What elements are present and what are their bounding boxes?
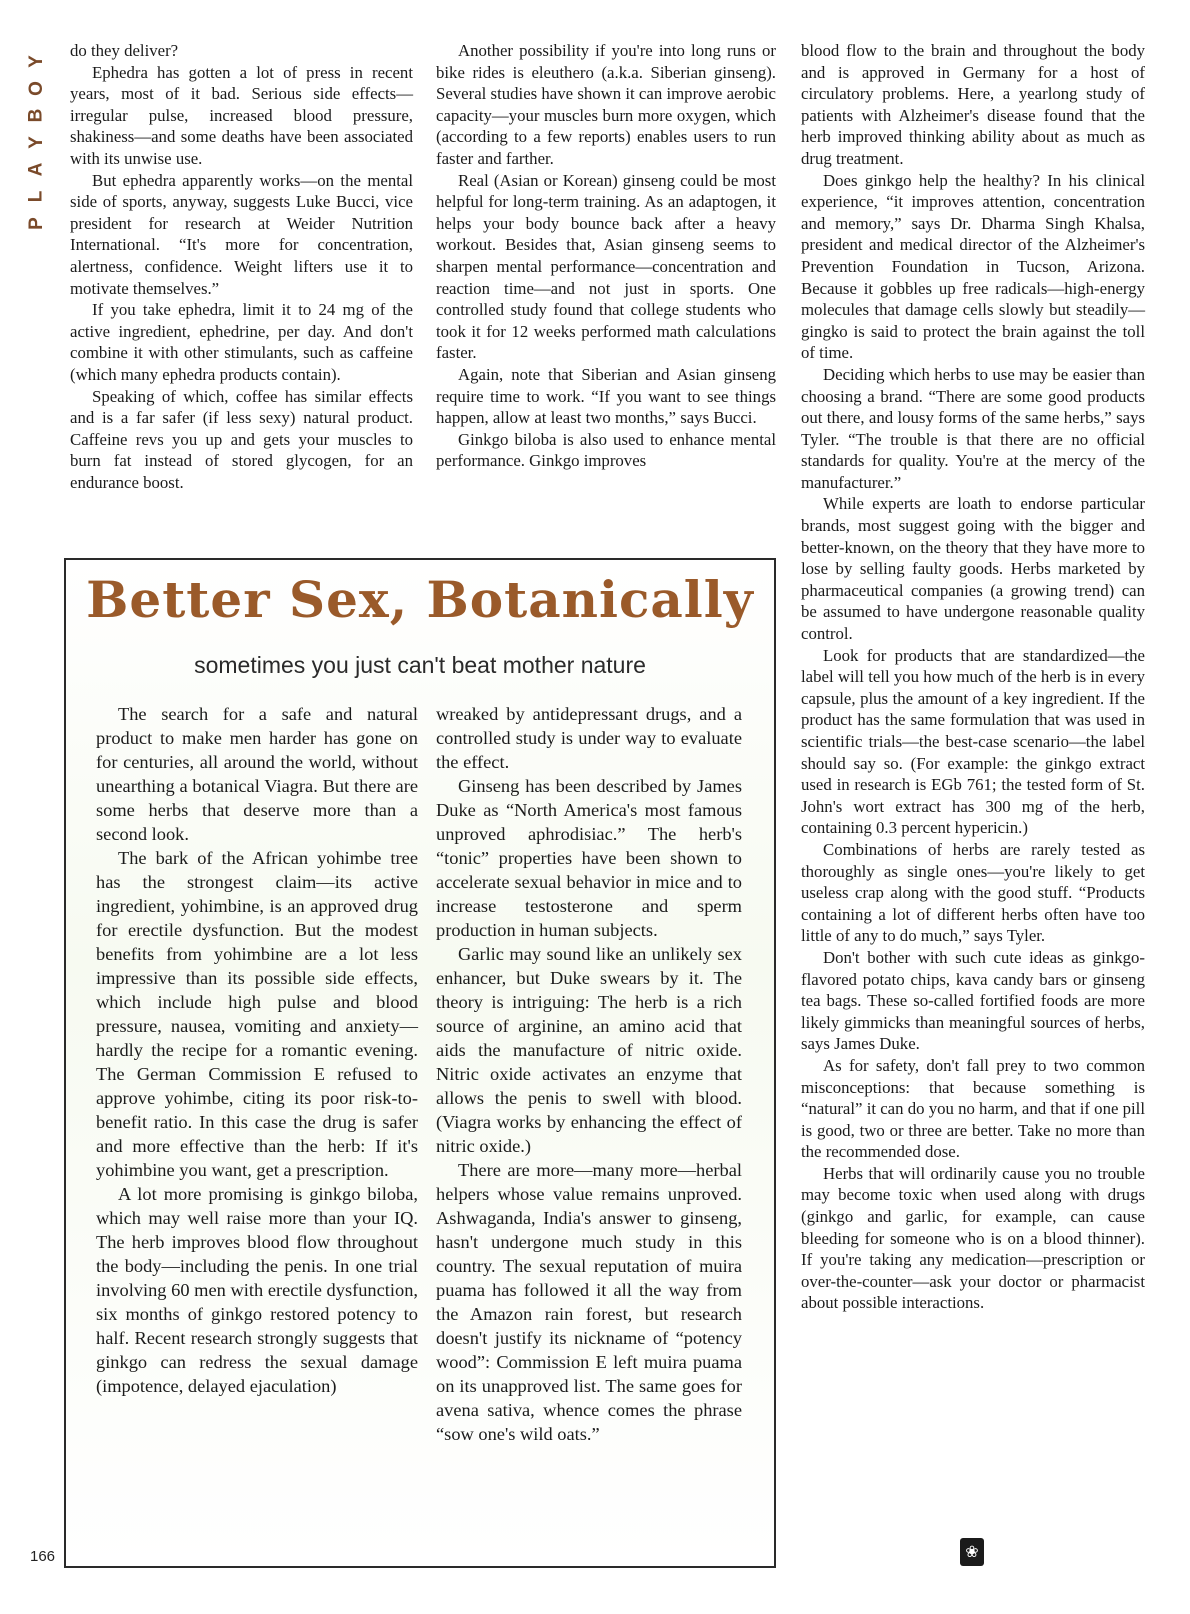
article-paragraph: While experts are loath to endorse particular brands, most suggest going with the bigger and better-known, on the theory that they have more to lose by selling faulty goods. Herbs marketed by pharmaceutical companies (a growing trend) can be assumed to have undergone reasonable quality control. [801, 494, 1145, 644]
article-paragraph: do they deliver? [70, 41, 179, 60]
brand-letter: Y [25, 55, 47, 68]
article-paragraph: Ginkgo biloba is also used to enhance mental performance. Ginkgo improves [436, 429, 776, 471]
sidebar-box [64, 558, 776, 1568]
sidebar-subtitle: sometimes you just can't beat mother nature [194, 652, 646, 678]
article-paragraph: Combinations of herbs are rarely tested as thoroughly as single ones—you're likely to get useless crap along with the good stuff. “Products containing a lot of different herbs often have too little of any to do much,” says Tyler. [801, 839, 1145, 946]
rabbit-head-icon: ❀ [960, 1538, 984, 1566]
brand-letter: L [25, 190, 47, 203]
brand-letter: B [25, 108, 47, 123]
article-paragraph: But ephedra apparently works—on the mental side of sports, anyway, suggests Luke Bucci, vice president for research at Weider Nutrition International. “It's more for concentration, alertness, confidence. Weight lifters use it to motivate themselves.” [70, 170, 413, 298]
brand-letter: A [25, 162, 47, 177]
sidebar-paragraph: The search for a safe and natural product to make men harder has gone on for centuries, all around the world, without unearthing a botanical Viagra. But there are some herbs that deserve more than a second look. [96, 704, 418, 844]
sidebar-paragraph: wreaked by antidepressant drugs, and a controlled study is under way to evaluate the effect. [436, 704, 742, 772]
article-paragraph: As for safety, don't fall prey to two common misconceptions: that because something is “natural” it can do you no harm, and that if one pill is good, two or three are better. Take no more than the recommended dose. [801, 1055, 1145, 1162]
article-paragraph: Herbs that will ordinarily cause you no trouble may become toxic when used along with drugs (ginkgo and garlic, for example, can cause bleeding for someone who is on a blood thinner). If you're taking any medication—prescription or over-the-counter—ask your doctor or pharmacist about possible interactions. [801, 1163, 1145, 1313]
sidebar-title: Better Sex, Botanically [86, 570, 754, 629]
article-column-1 [70, 40, 413, 493]
article-column-2 [436, 40, 776, 472]
brand-letter: Y [25, 136, 47, 149]
magazine-vertical-title [22, 48, 50, 237]
article-column-3 [801, 40, 1145, 1314]
article-paragraph: Speaking of which, coffee has similar effects and is a far safer (if less sexy) natural product. Caffeine revs you up and gets your muscles to burn fat instead of stored glycogen, for an endurance boost. [70, 386, 413, 492]
sidebar-paragraph: A lot more promising is ginkgo biloba, which may well raise more than your IQ. The herb improves blood flow throughout the body—including the penis. In one trial involving 60 men with erectile dysfunction, six months of ginkgo restored potency to half. Recent research strongly suggests that ginkgo can redress the sexual damage (impotence, delayed ejaculation) [96, 1184, 418, 1396]
article-paragraph: Ephedra has gotten a lot of press in recent years, most of it bad. Serious side effects—irregular pulse, increased blood pressure, shakiness—and some deaths have been associated with its unwise use. [70, 62, 413, 168]
article-paragraph: Does ginkgo help the healthy? In his clinical experience, “it improves attention, concentration and memory,” says Dr. Dharma Singh Khalsa, president and medical director of the Alzheimer's Prevention Foundation in Tucson, Arizona. Because it gobbles up free radicals—high-energy molecules that damage cells slowly but steadily—gingko is said to protect the brain against the toll of time. [801, 170, 1145, 363]
article-paragraph: If you take ephedra, limit it to 24 mg of the active ingredient, ephedrine, per day. And don't combine it with other stimulants, such as caffeine (which many ephedra products contain). [70, 300, 413, 384]
article-paragraph: Real (Asian or Korean) ginseng could be most helpful for long-term training. As an adaptogen, it helps your body bounce back after a heavy workout. Besides that, Asian ginseng seems to sharpen mental performance—concentration and reaction time—and not just in sports. One controlled study found that college students who took it for 12 weeks performed math calculations faster. [436, 170, 776, 363]
sidebar-paragraph: Garlic may sound like an unlikely sex enhancer, but Duke swears by it. The theory is intriguing: The herb is a rich source of arginine, an amino acid that aids the manufacture of nitric oxide. Nitric oxide activates an enzyme that allows the penis to swell with blood. (Viagra works by enhancing the effect of nitric oxide.) [436, 944, 742, 1156]
article-paragraph: Another possibility if you're into long runs or bike rides is eleuthero (a.k.a. Siberian ginseng). Several studies have shown it can improve aerobic capacity—your muscles burn more oxygen, which (according to a few reports) enables users to run faster and farther. [436, 41, 776, 168]
article-paragraph: blood flow to the brain and throughout the body and is approved in Germany for a host of circulatory problems. Here, a yearlong study of patients with Alzheimer's disease found that the herb improved thinking ability about as much as drug treatment. [801, 41, 1145, 168]
brand-letter: O [25, 81, 47, 96]
sidebar-paragraph: Ginseng has been described by James Duke as “North America's most famous unproved aphrodisiac.” The herb's “tonic” properties have been shown to accelerate sexual behavior in mice and to increase testosterone and sperm production in human subjects. [436, 776, 742, 940]
article-paragraph: Don't bother with such cute ideas as ginkgo-flavored potato chips, kava candy bars or ginseng tea bags. These so-called fortified foods are more likely gimmicks than meaningful sources of herbs, says James Duke. [801, 947, 1145, 1054]
article-paragraph: Look for products that are standardized—the label will tell you how much of the herb is in every capsule, plus the amount of a key ingredient. If the product has the same formulation that was used in scientific trials—the best-case scenario—the label should say so. (For example: the ginkgo extract used in research is EGb 761; the tested form of St. John's wort extract has 300 mg of the herb, containing 0.3 percent hypericin.) [801, 645, 1145, 838]
article-paragraph: Again, note that Siberian and Asian ginseng require time to work. “If you want to see things happen, allow at least two months,” says Bucci. [436, 364, 776, 428]
page-number: 166 [30, 1548, 56, 1565]
sidebar-column-1 [96, 702, 418, 1398]
sidebar-paragraph: There are more—many more—herbal helpers whose value remains unproved. Ashwaganda, India's answer to ginseng, hasn't undergone much study in this country. The sexual reputation of muira puama has followed it all the way from the Amazon rain forest, but research doesn't justify its nickname of “potency wood”: Commission E left muira puama on its unapproved list. The same goes for avena sativa, whence comes the phrase “sow one's wild oats.” [436, 1160, 742, 1444]
article-paragraph: Deciding which herbs to use may be easier than choosing a brand. “There are some good products out there, and lousy forms of the same herbs,” says Tyler. “The trouble is that there are no official standards for quality. You're at the mercy of the manufacturer.” [801, 364, 1145, 492]
brand-letter: P [25, 217, 47, 230]
sidebar-column-2 [436, 702, 742, 1446]
sidebar-paragraph: The bark of the African yohimbe tree has the strongest claim—its active ingredient, yohimbine, is an approved drug for erectile dysfunction. But the modest benefits from yohimbine are a lot less impressive than its possible side effects, which include high pulse and blood pressure, nausea, vomiting and anxiety—hardly the recipe for a romantic evening. The German Commission E refused to approve yohimbe, citing its poor risk-to-benefit ratio. In this case the drug is safer and more effective than the herb: If it's yohimbine you want, get a prescription. [96, 848, 418, 1180]
